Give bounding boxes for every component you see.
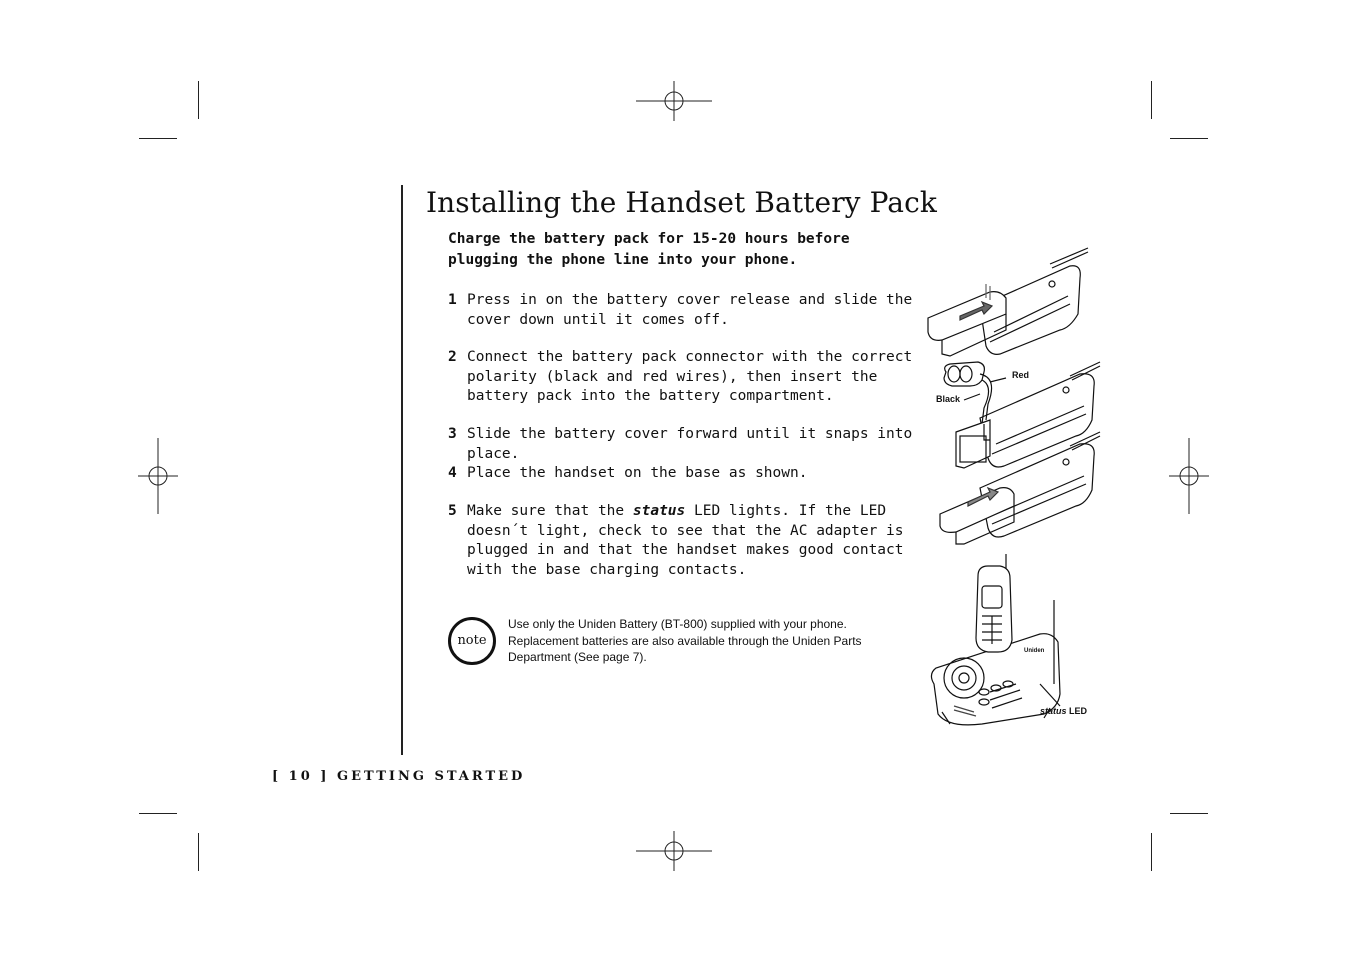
status-keyword: status bbox=[632, 503, 686, 519]
registration-mark-left bbox=[137, 436, 179, 516]
black-wire-label: Black bbox=[936, 394, 961, 404]
crop-mark bbox=[139, 813, 177, 814]
battery-pack-drawing bbox=[944, 362, 1006, 424]
step-2 bbox=[448, 348, 923, 407]
page-footer: [ 10 ] GETTING STARTED bbox=[272, 769, 526, 784]
step-number: 5 bbox=[448, 503, 457, 519]
crop-mark bbox=[139, 138, 177, 139]
crop-mark bbox=[1170, 138, 1208, 139]
step-number: 4 bbox=[448, 465, 457, 481]
note-text: Use only the Uniden Battery (BT-800) supplied with your phone. Replacement batteries are also available through the Uniden Parts Department (See page 7). bbox=[508, 617, 862, 664]
step-text: Press in on the battery cover release and slide the cover down until it comes off. bbox=[467, 292, 913, 328]
crop-mark bbox=[1151, 81, 1152, 119]
crop-mark bbox=[198, 833, 199, 871]
step-3 bbox=[448, 425, 923, 464]
step-number: 2 bbox=[448, 349, 457, 365]
crop-mark bbox=[1151, 833, 1152, 871]
step-5 bbox=[448, 502, 923, 580]
step-text: Connect the battery pack connector with the correct polarity (black and red wires), then insert the battery pack into the battery compartment. bbox=[467, 349, 913, 404]
note-icon: note bbox=[448, 617, 496, 665]
crop-mark bbox=[198, 81, 199, 119]
step-4 bbox=[448, 464, 923, 484]
status-led-label: status LED bbox=[1040, 706, 1088, 716]
brand-label: Uniden bbox=[1024, 648, 1045, 654]
base-station-drawing bbox=[931, 554, 1060, 725]
red-wire-label: Red bbox=[1012, 370, 1030, 380]
charge-instruction: Charge the battery pack for 15-20 hours before plugging the phone line into your phone. bbox=[448, 231, 850, 268]
step-text: Make sure that the status LED lights. If the LED doesn´t light, check to see that the AC adapter is plugged in and that the handset makes good contact with the base charging contacts. bbox=[467, 503, 904, 578]
step-number: 1 bbox=[448, 292, 457, 308]
battery-installation-illustration bbox=[920, 244, 1110, 734]
page-title: Installing the Handset Battery Pack bbox=[426, 186, 937, 219]
crop-mark bbox=[1170, 813, 1208, 814]
registration-mark-top bbox=[634, 80, 714, 122]
step-number: 3 bbox=[448, 426, 457, 442]
handset-cover-removal-drawing bbox=[928, 248, 1088, 356]
registration-mark-bottom bbox=[634, 830, 714, 872]
step-text: Slide the battery cover forward until it snaps into place. bbox=[467, 426, 913, 462]
registration-mark-right bbox=[1168, 436, 1210, 516]
margin-rule bbox=[401, 185, 403, 755]
step-text: Place the handset on the base as shown. bbox=[467, 465, 808, 481]
step-1 bbox=[448, 291, 923, 330]
